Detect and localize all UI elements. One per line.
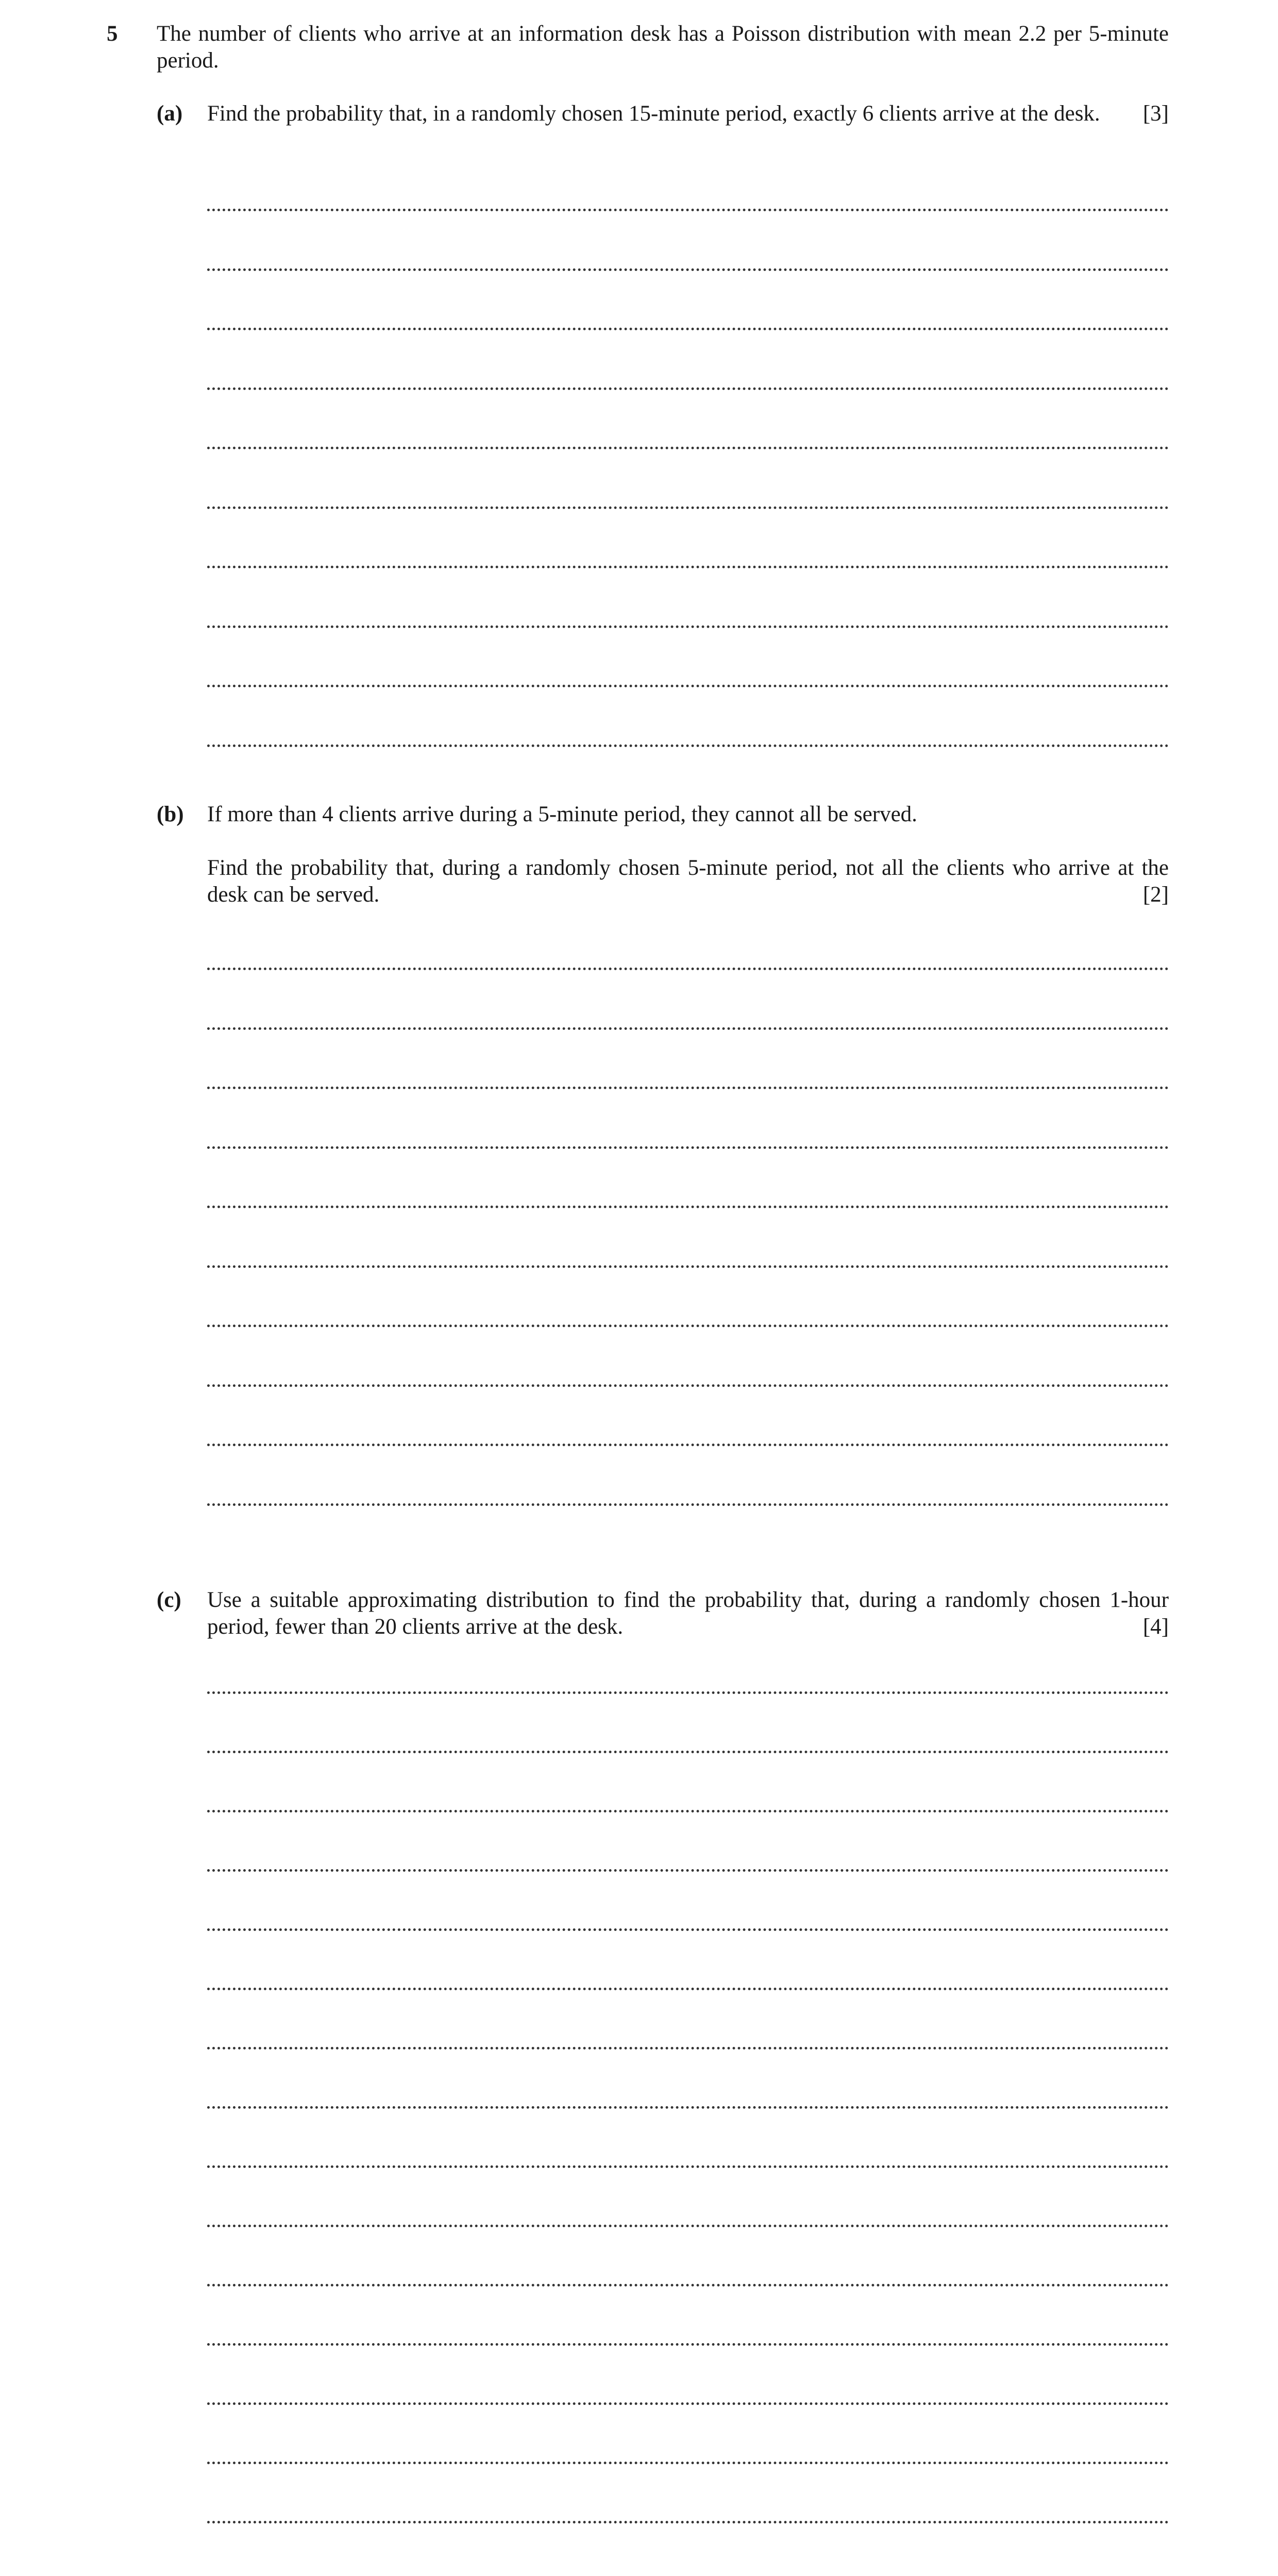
answer-line[interactable] [207, 506, 1169, 509]
part-b-marks: [2] [1142, 883, 1169, 907]
answer-line[interactable] [207, 625, 1169, 628]
answer-line[interactable] [207, 2225, 1169, 2227]
answer-line[interactable] [207, 968, 1169, 970]
part-c-marks: [4] [1142, 1615, 1169, 1639]
answer-line[interactable] [207, 1206, 1169, 1208]
answer-line[interactable] [207, 1869, 1169, 1872]
answer-line[interactable] [207, 1384, 1169, 1387]
answer-line[interactable] [207, 1444, 1169, 1446]
answer-line[interactable] [207, 1988, 1169, 1990]
answer-line[interactable] [207, 1751, 1169, 1753]
answer-line[interactable] [207, 447, 1169, 449]
answer-line[interactable] [207, 209, 1169, 211]
answer-line[interactable] [207, 2343, 1169, 2346]
part-a-marks: [3] [1142, 101, 1169, 126]
answer-line[interactable] [207, 268, 1169, 271]
answer-line[interactable] [207, 1503, 1169, 1506]
answer-line[interactable] [207, 566, 1169, 568]
part-b-label: (b) [157, 802, 184, 826]
answer-line[interactable] [207, 2047, 1169, 2049]
part-b-question: Find the probability that, during a randomly chosen 5-minute period, not all the clients who arrive at the desk can be served. [207, 856, 1169, 907]
answer-line[interactable] [207, 2521, 1169, 2523]
part-c-question: Use a suitable approximating distribution to find the probability that, during a randomly chosen 1-hour period, fewer than 20 clients arrive at the desk. [207, 1588, 1169, 1639]
answer-line[interactable] [207, 2165, 1169, 2168]
part-c-text-block [207, 1587, 1169, 1640]
part-b-intro: If more than 4 clients arrive during a 5-minute period, they cannot all be served. [207, 802, 917, 826]
answer-line[interactable] [207, 387, 1169, 390]
answer-line[interactable] [207, 1691, 1169, 1694]
part-a-label: (a) [157, 101, 183, 126]
answer-line[interactable] [207, 1146, 1169, 1149]
answer-line[interactable] [207, 2284, 1169, 2286]
answer-line[interactable] [207, 1928, 1169, 1931]
answer-line[interactable] [207, 328, 1169, 330]
question-stem: The number of clients who arrive at an information desk has a Poisson distribution with mean 2.2 per 5-minute period. [157, 22, 1169, 73]
answer-line[interactable] [207, 2462, 1169, 2464]
part-c-label: (c) [157, 1588, 181, 1612]
part-a-question-text [207, 100, 1169, 127]
answer-line[interactable] [207, 2106, 1169, 2109]
answer-line[interactable] [207, 744, 1169, 747]
part-a-question: Find the probability that, in a randomly chosen 15-minute period, exactly 6 clients arrive at the desk. [207, 101, 1100, 126]
answer-line[interactable] [207, 2402, 1169, 2405]
answer-line[interactable] [207, 1087, 1169, 1089]
part-b-text-block [207, 801, 1169, 908]
answer-line[interactable] [207, 1265, 1169, 1268]
answer-line[interactable] [207, 1810, 1169, 1812]
part-a-text-block [207, 100, 1169, 127]
question-number: 5 [107, 22, 118, 46]
answer-line[interactable] [207, 1027, 1169, 1030]
answer-line[interactable] [207, 1325, 1169, 1327]
answer-line[interactable] [207, 685, 1169, 687]
